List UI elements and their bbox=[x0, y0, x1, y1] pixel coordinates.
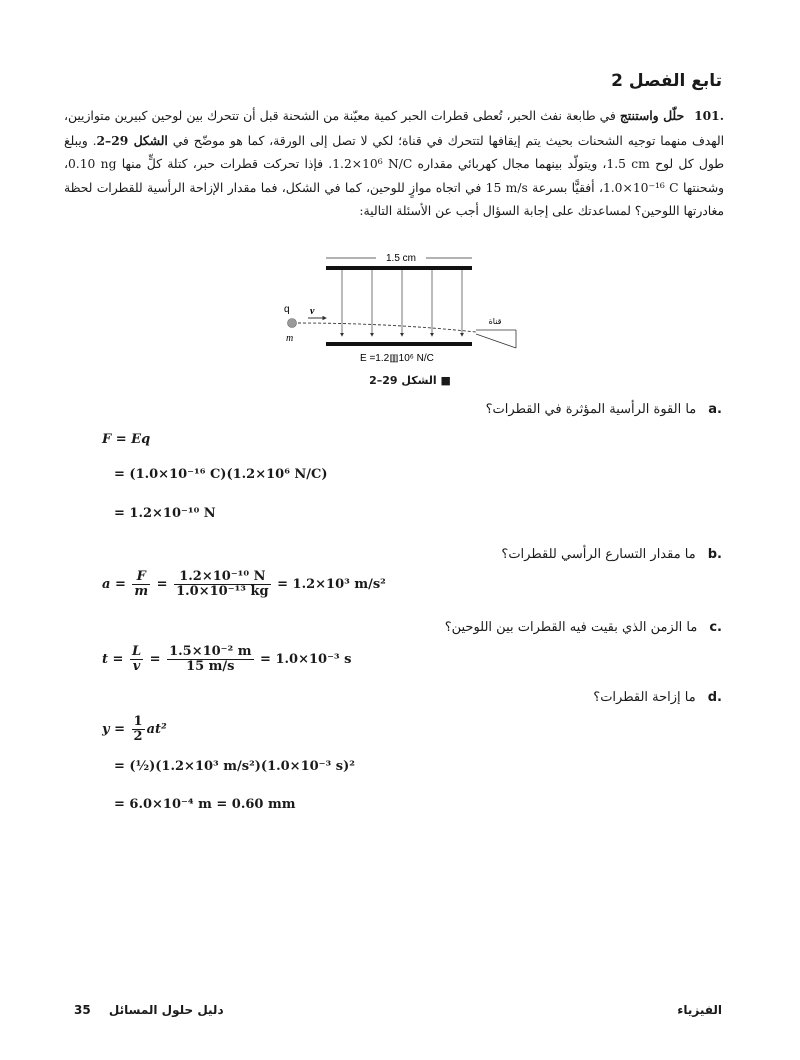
solution-d-line1: y = $\frac{1}{2}$ at² bbox=[102, 714, 167, 744]
footer-left bbox=[74, 1003, 224, 1017]
question-label: .b bbox=[707, 547, 722, 562]
problem-text-6: ، أفقيًّا بسرعة bbox=[527, 180, 603, 195]
question-label: .c bbox=[709, 620, 722, 635]
chapter-title: تابع الفصل 2 bbox=[611, 71, 722, 91]
channel-label: قناة bbox=[488, 317, 502, 326]
solution-d-line2: = (½)(1.2×10³ m/s²)(1.0×10⁻³ s)² bbox=[114, 759, 355, 774]
question-a bbox=[486, 402, 722, 417]
solution-a-line1: F = Eq bbox=[102, 432, 151, 447]
drop-trajectory bbox=[298, 323, 476, 332]
field-label: E =1.2▥10⁶ N/C bbox=[360, 353, 434, 364]
problem-text-2: . ويبلغ طول كل لوح bbox=[64, 133, 724, 172]
figure-reference: الشكل 29–2 bbox=[96, 132, 168, 148]
problem-number: .101 bbox=[694, 108, 725, 123]
page-number: 35 bbox=[74, 1003, 91, 1017]
plate-length-value: 1.5 cm bbox=[606, 157, 650, 172]
question-label: .a bbox=[708, 402, 722, 417]
channel-wall-slope bbox=[476, 334, 516, 348]
velocity-label: v bbox=[310, 306, 315, 317]
question-text: ما إزاحة القطرات؟ bbox=[593, 690, 696, 705]
question-text: ما الزمن الذي بقيت فيه القطرات بين اللوحين؟ bbox=[444, 620, 698, 635]
problem-lead: حلّل واستنتج bbox=[619, 108, 685, 123]
subject-label: الفيزياء bbox=[677, 1003, 722, 1017]
question-b bbox=[501, 547, 722, 562]
figure-29-2 bbox=[280, 250, 540, 370]
solution-c: t = $\frac{L}{v}$ = $\frac{\text{1.5×10⁻² m}}{15 m/s}$ = 1.0×10⁻³ s bbox=[102, 644, 352, 674]
speed-value: 15 m/s bbox=[485, 180, 528, 195]
problem-text-4: . فإذا تحركت قطرات حبر، كتلة كلٍّ منها bbox=[116, 157, 333, 172]
problem-text-5: ، وشحنتها bbox=[64, 157, 724, 195]
solution-d-line3: = 6.0×10⁻⁴ m = 0.60 mm bbox=[114, 797, 296, 812]
bottom-plate bbox=[326, 342, 472, 346]
question-text: ما القوة الرأسية المؤثرة في القطرات؟ bbox=[485, 402, 697, 417]
charge-value: 1.0×10⁻¹⁶ C bbox=[602, 180, 679, 195]
problem-101 bbox=[64, 104, 724, 224]
book-title: دليل حلول المسائل bbox=[108, 1003, 224, 1017]
question-d bbox=[593, 690, 722, 705]
problem-text-1: في طابعة نفث الحبر، تُعطى قطرات الحبر كمية معيّنة من الشحنة قبل أن تتحرك بين لوحين كبيرين متوازيين، الهدف منهما توجيه الشحنات بحيث يتم إيقافها لتتحرك في قناة؛ لكي لا تصل إلى الورقة، كما هو موضّح في bbox=[64, 109, 724, 148]
figure-caption: ■ الشكل 29–2 bbox=[369, 374, 451, 387]
problem-text-3: ، ويتولّد بينهما مجال كهربائي مقداره bbox=[412, 157, 607, 172]
solution-b: a = $\frac{F}{m}$ = $\frac{\text{1.2×10⁻¹⁰ N}}{\text{1.0×10⁻¹³ kg}}$ = 1.2×10³ m/s² bbox=[102, 569, 386, 599]
question-text: ما مقدار التسارع الرأسي للقطرات؟ bbox=[501, 547, 696, 562]
charge-label: q bbox=[284, 304, 290, 315]
length-label: 1.5 cm bbox=[385, 253, 417, 264]
field-value: 1.2×10⁶ N/C bbox=[332, 157, 413, 172]
mass-label: m bbox=[286, 333, 294, 344]
solution-a-line3: = 1.2×10⁻¹⁰ N bbox=[114, 506, 216, 521]
ink-drop bbox=[288, 319, 297, 328]
top-plate bbox=[326, 266, 472, 270]
mass-value: 0.10 ng bbox=[67, 157, 117, 172]
question-c bbox=[445, 620, 722, 635]
problem-text-7: في اتجاه موازٍ للوحين، كما في الشكل، فما مقدار الإزاحة الرأسية للقطرات لحظة مغادرتها اللوحين؟ لمساعدتك على إجابة السؤال أجب عن الأسئلة التالية: bbox=[64, 180, 724, 219]
solution-a-line2: = (1.0×10⁻¹⁶ C)(1.2×10⁶ N/C) bbox=[114, 467, 328, 482]
question-label: .d bbox=[707, 690, 722, 705]
